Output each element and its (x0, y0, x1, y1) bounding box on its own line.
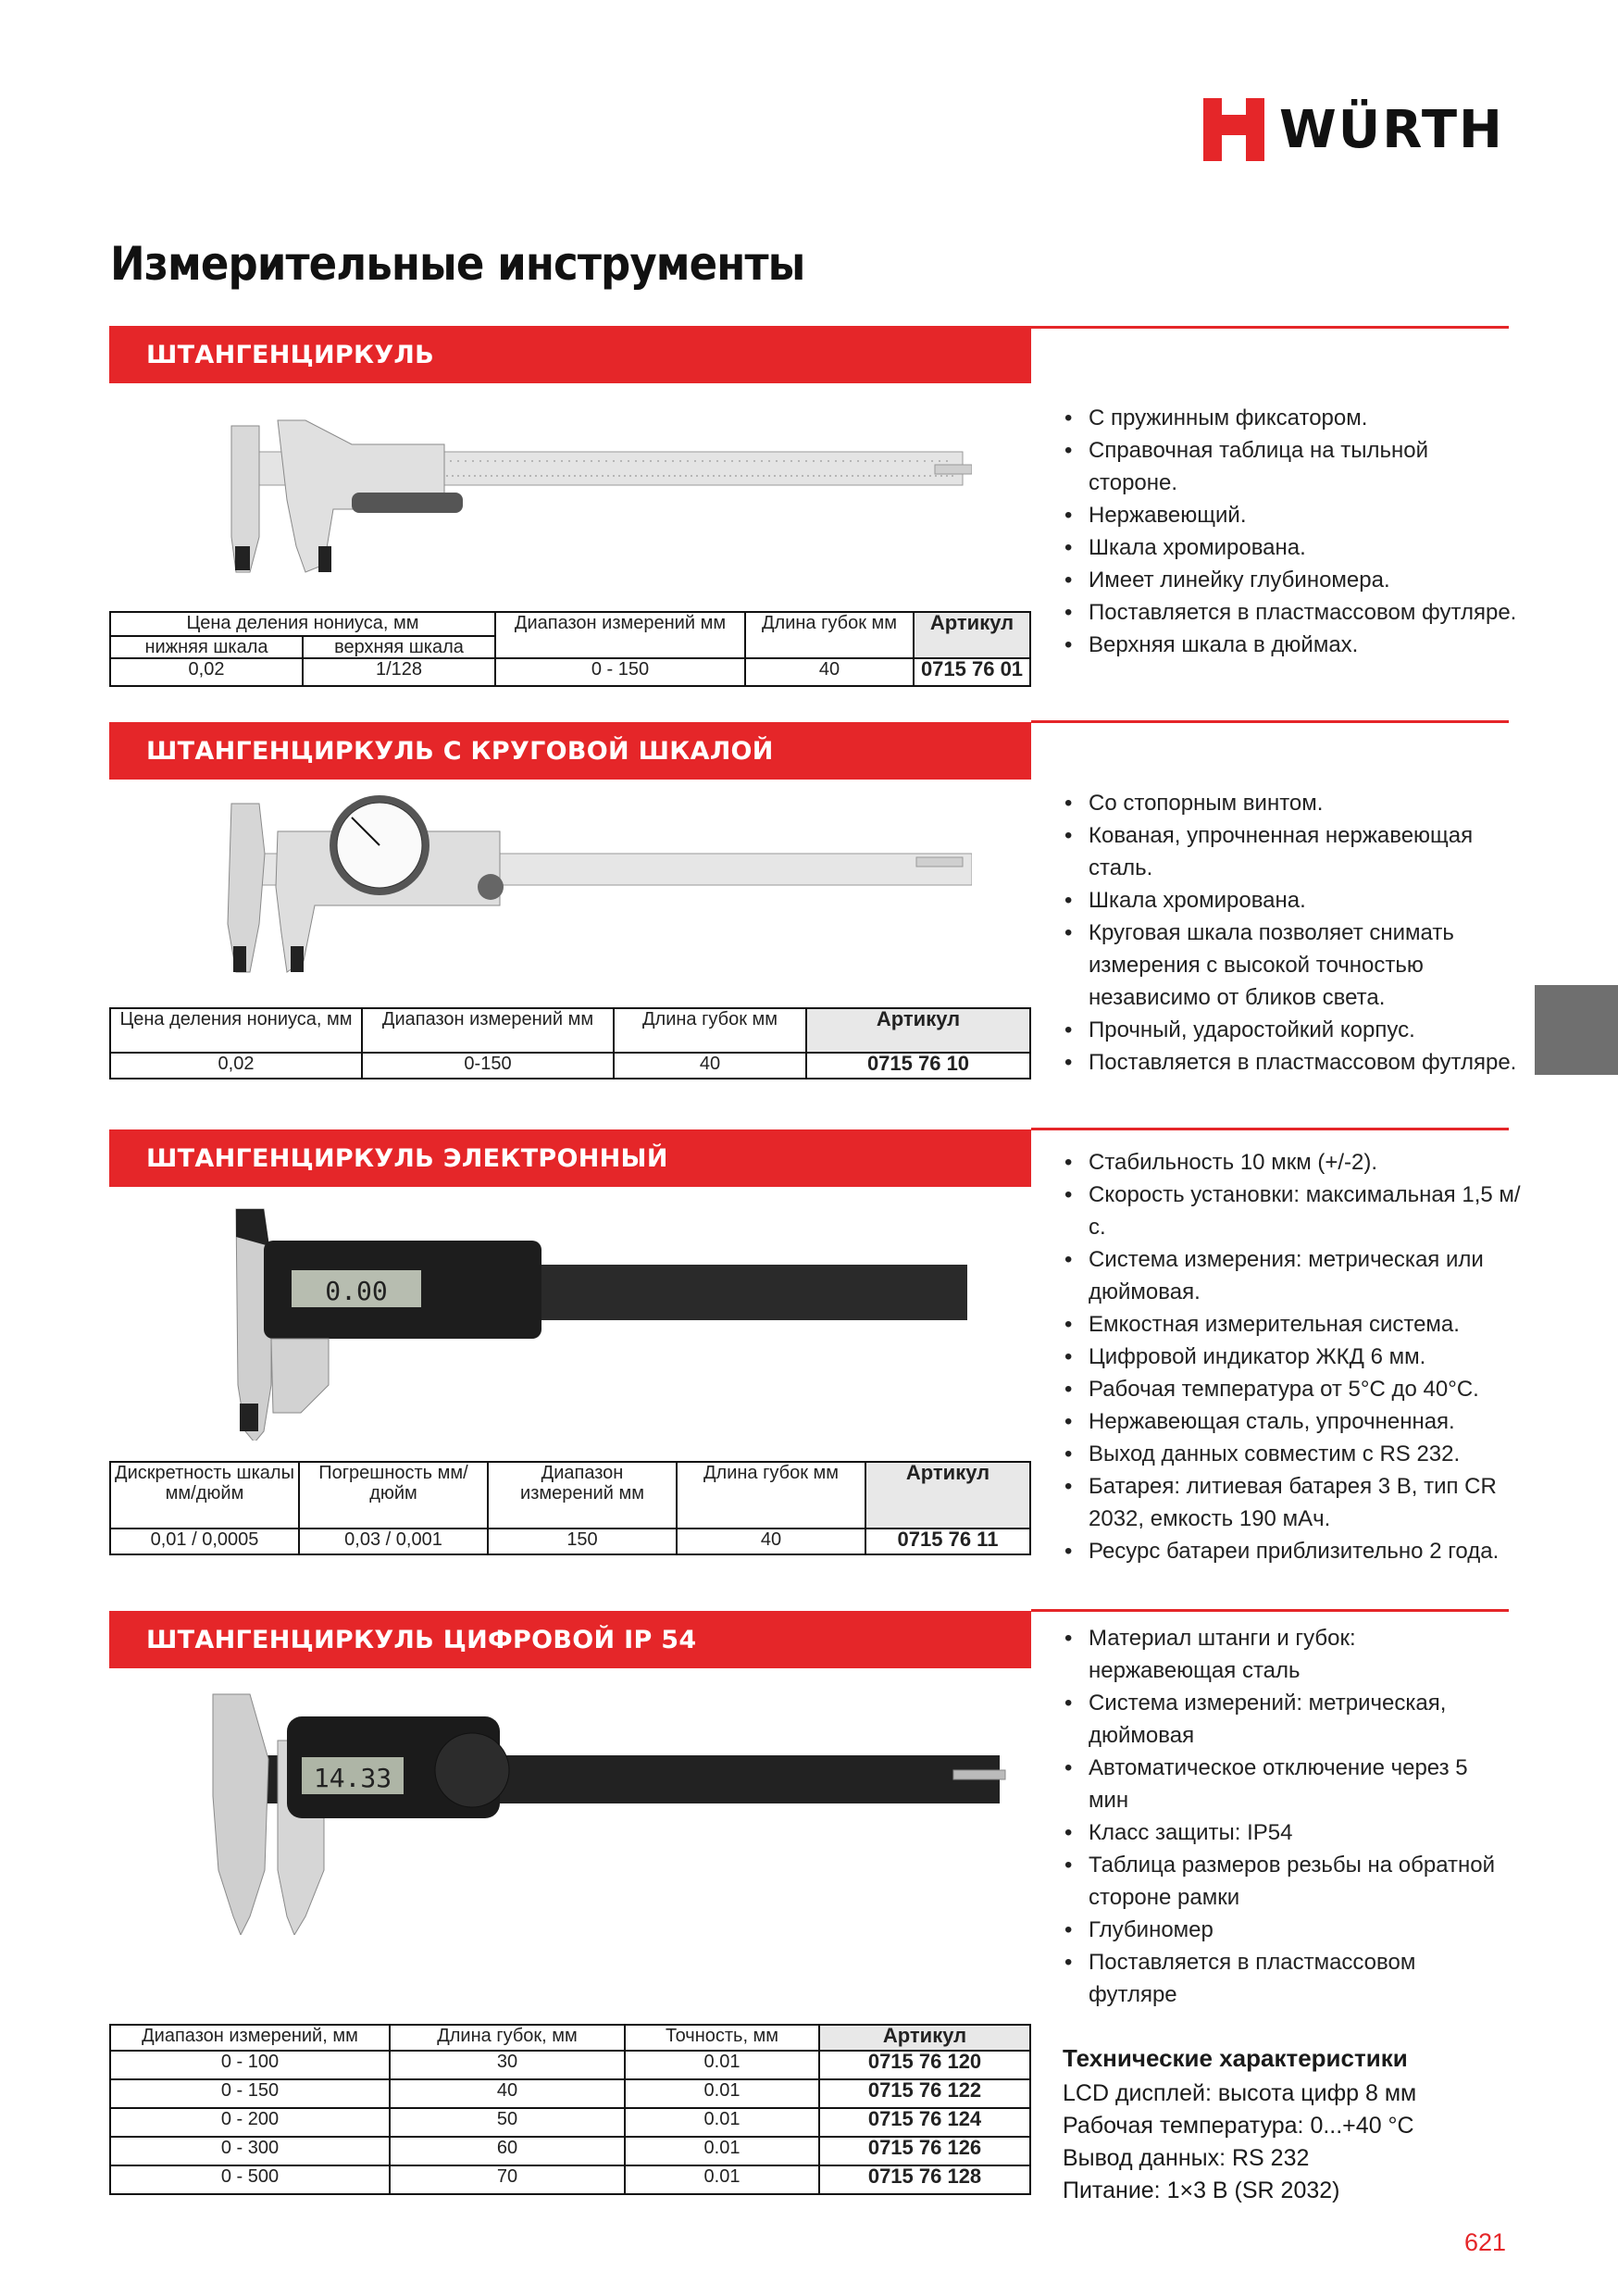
table-row (110, 1529, 1030, 1554)
cell: 70 (390, 2165, 625, 2194)
header-jaw: Длина губок мм (677, 1462, 865, 1529)
section-header-electronic-caliper (109, 1129, 1031, 1187)
page-title: Измерительные инструменты (110, 237, 805, 291)
cell: 0.01 (625, 2051, 819, 2079)
header-vernier: Цена деления нониуса, мм (110, 1008, 362, 1053)
cell: 0.01 (625, 2108, 819, 2137)
feature-item: • Цифровой индикатор ЖКД 6 мм. (1064, 1341, 1527, 1373)
header-range: Диапазон измерений мм (362, 1008, 614, 1053)
table-row (110, 2108, 1030, 2137)
header-article: Артикул (806, 1008, 1030, 1053)
cell: 0.01 (625, 2079, 819, 2108)
header-article: Артикул (865, 1462, 1030, 1529)
cell: 0-150 (362, 1053, 614, 1079)
feature-list-electronic-caliper (1064, 1146, 1527, 1567)
cell: 0 - 300 (110, 2137, 390, 2165)
cell: 50 (390, 2108, 625, 2137)
section-rule (1031, 326, 1509, 329)
table-row (110, 658, 1030, 686)
section-rule (1031, 1609, 1509, 1612)
header-range: Диапазон измерений мм (495, 612, 745, 658)
section-header-dial-caliper (109, 722, 1031, 780)
section-title: ШТАНГЕНЦИРКУЛЬ С КРУГОВОЙ ШКАЛОЙ (146, 737, 774, 766)
feature-item: • Поставляется в пластмассовом футляре. (1064, 596, 1518, 629)
cell: 40 (677, 1529, 865, 1554)
section-rule (1031, 720, 1509, 723)
cell: 0 - 100 (110, 2051, 390, 2079)
header-resolution: Дискретность шкалы мм/дюйм (110, 1462, 299, 1529)
section-rule (1031, 1128, 1509, 1130)
dial-caliper-image (194, 794, 972, 980)
table-row (110, 2165, 1030, 2194)
table-row (110, 1053, 1030, 1079)
tech-spec-item: LCD дисплей: высота цифр 8 мм (1063, 2080, 1417, 2106)
cell: 40 (614, 1053, 806, 1079)
table-row (110, 2051, 1030, 2079)
chapter-tab (1535, 985, 1618, 1075)
cell: 0,01 / 0,0005 (110, 1529, 299, 1554)
header-accuracy: Точность, мм (625, 2025, 819, 2051)
feature-item: • Поставляется в пластмассовом футляре. (1064, 1046, 1518, 1079)
cell: 30 (390, 2051, 625, 2079)
cell: 60 (390, 2137, 625, 2165)
tech-spec-item: Рабочая температура: 0...+40 °C (1063, 2113, 1414, 2139)
header-lower-scale: нижняя шкала (110, 636, 303, 658)
cell: 40 (745, 658, 914, 686)
feature-item: • Нержавеющий. (1064, 499, 1518, 531)
page-number: 621 (1464, 2228, 1507, 2256)
spec-table-dial-caliper (109, 1007, 1031, 1079)
header-vernier: Цена деления нониуса, мм (110, 612, 495, 636)
article-number: 0715 76 11 (865, 1529, 1030, 1554)
feature-item: • Выход данных совместим с RS 232. (1064, 1438, 1527, 1470)
wurth-logo-icon (1203, 98, 1264, 161)
feature-item: • Шкала хромирована. (1064, 531, 1518, 564)
feature-item: • Справочная таблица на тыльной стороне. (1064, 434, 1518, 499)
cell: 0 - 200 (110, 2108, 390, 2137)
article-number: 0715 76 126 (819, 2137, 1030, 2165)
header-range: Диапазон измерений мм (488, 1462, 677, 1529)
feature-item: • Глубиномер (1064, 1914, 1500, 1946)
feature-item: • Рабочая температура от 5°С до 40°С. (1064, 1373, 1527, 1405)
section-title: ШТАНГЕНЦИРКУЛЬ ЭЛЕКТРОННЫЙ (146, 1144, 668, 1173)
feature-item: • Класс защиты: IP54 (1064, 1816, 1500, 1849)
article-number: 0715 76 124 (819, 2108, 1030, 2137)
feature-item: • Прочный, ударостойкий корпус. (1064, 1014, 1518, 1046)
wurth-logo (1203, 98, 1504, 161)
section-title: ШТАНГЕНЦИРКУЛЬ ЦИФРОВОЙ IP 54 (146, 1626, 697, 1654)
section-title: ШТАНГЕНЦИРКУЛЬ (146, 341, 435, 369)
feature-item: • Верхняя шкала в дюймах. (1064, 629, 1518, 661)
feature-item: • Автоматическое отключение через 5 мин (1064, 1752, 1500, 1816)
feature-item: • С пружинным фиксатором. (1064, 402, 1518, 434)
header-jaw: Длина губок, мм (390, 2025, 625, 2051)
feature-item: • Материал штанги и губок: нержавеющая сталь (1064, 1622, 1500, 1687)
feature-list-digital-caliper (1064, 1622, 1500, 2011)
section-header-digital-caliper (109, 1611, 1031, 1668)
feature-item: • Имеет линейку глубиномера. (1064, 564, 1518, 596)
feature-item: • Скорость установки: максимальная 1,5 м/с. (1064, 1179, 1527, 1243)
feature-item: • Батарея: литиевая батарея 3 В, тип CR 2032, емкость 190 мАч. (1064, 1470, 1527, 1535)
feature-item: • Нержавеющая сталь, упрочненная. (1064, 1405, 1527, 1438)
cell: 1/128 (303, 658, 495, 686)
electronic-caliper-image (227, 1200, 967, 1441)
feature-item: • Со стопорным винтом. (1064, 787, 1518, 819)
cell: 0,03 / 0,001 (299, 1529, 488, 1554)
tech-specs-list (1063, 2078, 1416, 2207)
feature-item: • Поставляется в пластмассовом футляре (1064, 1946, 1500, 2011)
cell: 40 (390, 2079, 625, 2108)
header-range: Диапазон измерений, мм (110, 2025, 390, 2051)
feature-item: • Таблица размеров резьбы на обратной стороне рамки (1064, 1849, 1500, 1914)
header-upper-scale: верхняя шкала (303, 636, 495, 658)
table-row (110, 2137, 1030, 2165)
cell: 0,02 (110, 658, 303, 686)
header-jaw: Длина губок мм (745, 612, 914, 658)
section-header-caliper (109, 326, 1031, 383)
caliper-display: 0.00 (325, 1276, 388, 1306)
header-article: Артикул (914, 612, 1030, 658)
feature-list-dial-caliper (1064, 787, 1518, 1079)
feature-item: • Круговая шкала позволяет снимать измерения с высокой точностью независимо от бликов света. (1064, 917, 1518, 1014)
vernier-caliper-image (194, 407, 972, 593)
spec-table-electronic-caliper (109, 1461, 1031, 1555)
header-article: Артикул (819, 2025, 1030, 2051)
feature-item: • Ресурс батареи приблизительно 2 года. (1064, 1535, 1527, 1567)
cell: 0.01 (625, 2137, 819, 2165)
table-row (110, 2079, 1030, 2108)
feature-item: • Кованая, упрочненная нержавеющая сталь. (1064, 819, 1518, 884)
feature-list-caliper (1064, 402, 1518, 661)
brand-name: WÜRTH (1279, 99, 1504, 160)
article-number: 0715 76 128 (819, 2165, 1030, 2194)
cell: 0.01 (625, 2165, 819, 2194)
feature-item: • Система измерения: метрическая или дюймовая. (1064, 1243, 1527, 1308)
article-number: 0715 76 120 (819, 2051, 1030, 2079)
header-accuracy: Погрешность мм/дюйм (299, 1462, 488, 1529)
caliper-display: 14.33 (313, 1763, 392, 1793)
spec-table-caliper (109, 611, 1031, 687)
cell: 0 - 500 (110, 2165, 390, 2194)
feature-item: • Шкала хромирована. (1064, 884, 1518, 917)
spec-table-digital-caliper (109, 2024, 1031, 2195)
article-number: 0715 76 01 (914, 658, 1030, 686)
feature-item: • Система измерений: метрическая, дюймовая (1064, 1687, 1500, 1752)
tech-specs-title: Технические характеристики (1063, 2044, 1408, 2072)
header-jaw: Длина губок мм (614, 1008, 806, 1053)
tech-spec-item: Вывод данных: RS 232 (1063, 2145, 1310, 2171)
digital-ip54-caliper-image (176, 1685, 1009, 1935)
article-number: 0715 76 122 (819, 2079, 1030, 2108)
cell: 0 - 150 (110, 2079, 390, 2108)
cell: 150 (488, 1529, 677, 1554)
tech-spec-item: Питание: 1×3 В (SR 2032) (1063, 2177, 1340, 2203)
article-number: 0715 76 10 (806, 1053, 1030, 1079)
feature-item: • Емкостная измерительная система. (1064, 1308, 1527, 1341)
cell: 0 - 150 (495, 658, 745, 686)
cell: 0,02 (110, 1053, 362, 1079)
feature-item: • Стабильность 10 мкм (+/-2). (1064, 1146, 1527, 1179)
